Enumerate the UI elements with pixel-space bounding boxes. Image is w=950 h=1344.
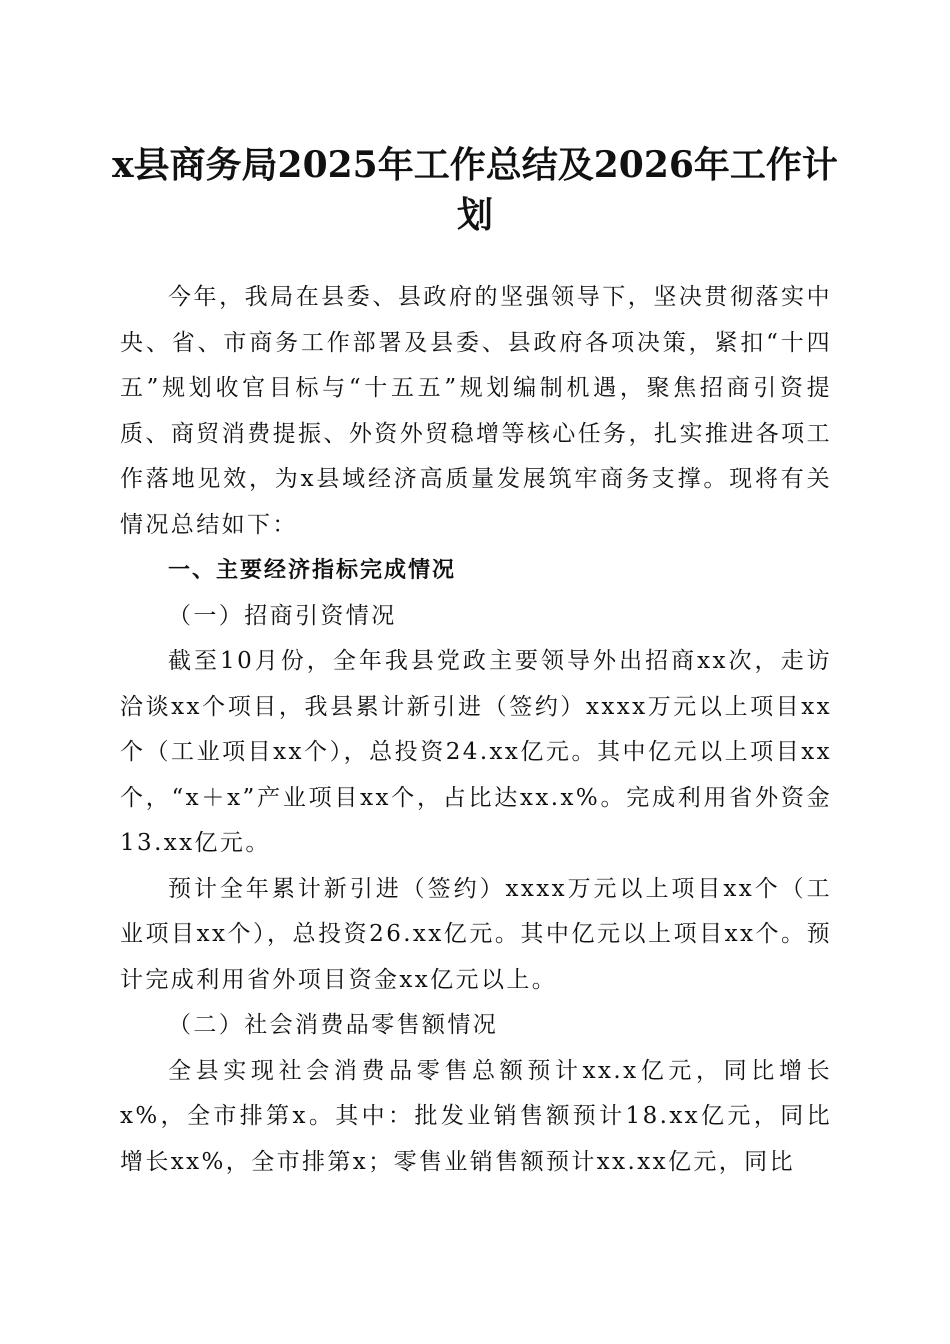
document-body	[120, 275, 832, 1185]
retail-paragraph-1: 全县实现社会消费品零售总额预计xx.x亿元，同比增长x%，全市排第x。其中：批发业销售额预计18.xx亿元，同比增长xx%，全市排第x；零售业销售额预计xx.xx亿元，同比	[120, 1057, 832, 1175]
subsection-heading-retail: （二）社会消费品零售额情况	[168, 1012, 499, 1038]
intro-paragraph: 今年，我局在县委、县政府的坚强领导下，坚决贯彻落实中央、省、市商务工作部署及县委、县政府各项决策，紧扣“十四五”规划收官目标与“十五五”规划编制机遇，聚焦招商引资提质、商贸消费提振、外资外贸稳增等核心任务，扎实推进各项工作落地见效，为x县域经济高质量发展筑牢商务支撑。现将有关情况总结如下：	[120, 284, 832, 538]
investment-paragraph-2: 预计全年累计新引进（签约）xxxx万元以上项目xx个（工业项目xx个），总投资26.xx亿元。其中亿元以上项目xx个。预计完成利用省外项目资金xx亿元以上。	[120, 875, 832, 993]
subsection-heading-investment: （一）招商引资情况	[168, 602, 397, 629]
document-title: x县商务局2025年工作总结及2026年工作计划	[112, 144, 838, 236]
section-heading-1: 一、主要经济指标完成情况	[168, 558, 457, 583]
investment-paragraph-1: 截至10月份，全年我县党政主要领导外出招商xx次，走访洽谈xx个项目，我县累计新引进（签约）xxxx万元以上项目xx个（工业项目xx个），总投资24.xx亿元。其中亿元以上项目xx个，“x＋x”产业项目xx个，占比达xx.x%。完成利用省外资金13.xx亿元。	[120, 648, 832, 856]
